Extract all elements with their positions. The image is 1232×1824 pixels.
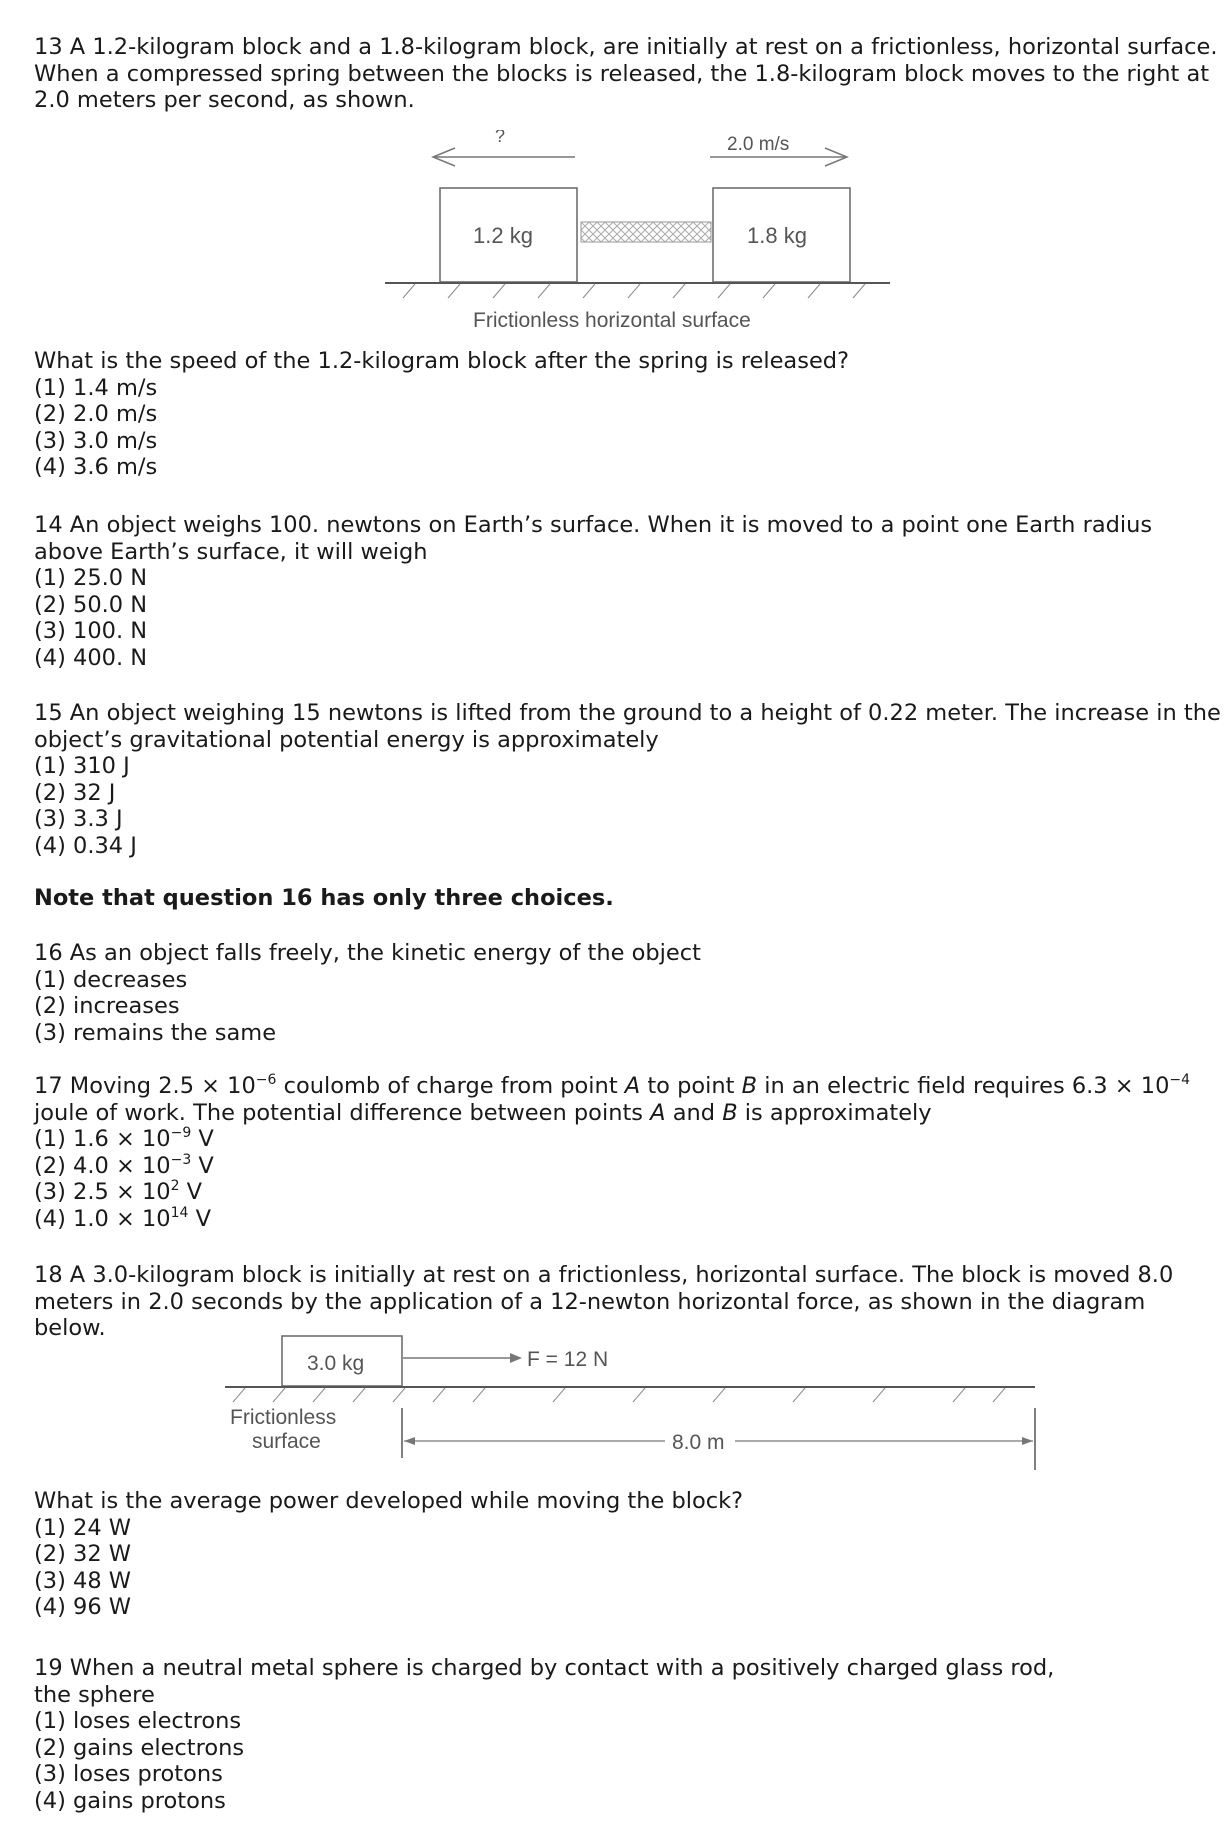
left-arrow-label: ? [495, 130, 506, 146]
force-arrowhead [510, 1353, 522, 1363]
question-13 [34, 34, 1224, 114]
q14-choice-4[interactable]: (4) 400. N [34, 644, 148, 671]
q14-choice-1[interactable]: (1) 25.0 N [34, 565, 148, 591]
surface-hatching-18 [233, 1388, 1005, 1402]
surface-label-line2: surface [252, 1430, 321, 1453]
q13-choice-3[interactable]: (3) 3.0 m/s [34, 427, 158, 454]
spring-blocks-diagram [385, 130, 895, 352]
question-16 [34, 940, 1224, 1046]
question-19-stem: 19 When a neutral metal sphere is charged by contact with a positively charged glass rod, the sphere [34, 1655, 1062, 1708]
q19-choice-3[interactable]: (3) loses protons [34, 1761, 223, 1787]
surface-hatching [403, 284, 865, 298]
q15-choice-2[interactable]: (2) 32 J [34, 779, 116, 806]
q13-choice-1[interactable]: (1) 1.4 m/s [34, 374, 158, 401]
q19-choice-2[interactable]: (2) gains electrons [34, 1734, 245, 1761]
q17-choice-4[interactable]: (4) $1.0 \times 10^{14}$ V [34, 1204, 211, 1232]
q15-choice-3[interactable]: (3) 3.3 J [34, 806, 123, 832]
q17-choice-2[interactable]: (2) $4.0 \times 10^{-3}$ V [34, 1151, 214, 1179]
q13-choice-2[interactable]: (2) 2.0 m/s [34, 401, 158, 427]
force-label: F = 12 N [527, 1348, 609, 1371]
q18-choice-2[interactable]: (2) 32 W [34, 1541, 132, 1567]
q16-choice-1[interactable]: (1) decreases [34, 966, 188, 993]
q15-choice-4[interactable]: (4) 0.34 J [34, 832, 137, 859]
question-14-stem: 14 An object weighs 100. newtons on Earth’s surface. When it is moved to a point one Earth radius above Earth’s surface, it will weigh [34, 512, 1160, 565]
right-block-label: 1.8 kg [747, 223, 807, 248]
question-13-stem: 13 A 1.2-kilogram block and a 1.8-kilogram block, are initially at rest on a frictionless, horizontal surface. When a compressed spring between the blocks is released, the 1.8-kilogram block moves to the right at 2.0 meters per second, as shown. [34, 34, 1225, 113]
right-arrow-label: 2.0 m/s [727, 134, 790, 155]
q18-choice-1[interactable]: (1) 24 W [34, 1514, 132, 1541]
compressed-spring [581, 222, 711, 242]
q14-choice-2[interactable]: (2) 50.0 N [34, 591, 148, 618]
distance-arrow-right [1022, 1437, 1033, 1445]
question-18-prompt [34, 1488, 1224, 1621]
question-14 [34, 512, 1224, 671]
q14-choice-3[interactable]: (3) 100. N [34, 618, 148, 644]
surface-label: Frictionless horizontal surface [473, 309, 751, 332]
question-15 [34, 700, 1228, 859]
note-16 [34, 885, 1224, 912]
q19-choice-4[interactable]: (4) gains protons [34, 1787, 226, 1814]
q16-choice-2[interactable]: (2) increases [34, 993, 180, 1019]
question-13-question: What is the speed of the 1.2-kilogram block after the spring is released? [34, 348, 850, 374]
q17-choice-3[interactable]: (3) $2.5 \times 10^2$ V [34, 1178, 203, 1205]
q13-choice-4[interactable]: (4) 3.6 m/s [34, 454, 158, 480]
q18-choice-4[interactable]: (4) 96 W [34, 1594, 132, 1620]
question-16-stem: 16 As an object falls freely, the kinetic energy of the object [34, 940, 701, 966]
question-17-stem: 17 Moving $2.5 \times 10^{-6}$ coulomb of charge from point A to point B in an electric field requires $6.3 \times 10^{-4}$ joule of work. The potential difference between points A and B is approximately [34, 1072, 1191, 1126]
q16-choice-3[interactable]: (3) remains the same [34, 1019, 277, 1046]
question-18-stem: 18 A 3.0-kilogram block is initially at rest on a frictionless, horizontal surface. The block is moved 8.0 meters in 2.0 seconds by the application of a 12-newton horizontal force, as shown in the diagram below. [34, 1262, 1181, 1341]
note-16-text: Note that question 16 has only three choices. [34, 885, 614, 911]
question-13-prompt [34, 348, 1224, 481]
surface-label-line1: Frictionless [230, 1406, 337, 1429]
q15-choice-1[interactable]: (1) 310 J [34, 753, 130, 779]
block-label: 3.0 kg [307, 1352, 365, 1375]
question-15-stem: 15 An object weighing 15 newtons is lifted from the ground to a height of 0.22 meter. The increase in the object’s gravitational potential energy is approximately [34, 700, 1228, 753]
distance-label: 8.0 m [672, 1431, 725, 1454]
q18-choice-3[interactable]: (3) 48 W [34, 1567, 132, 1594]
force-block-diagram [225, 1328, 1040, 1485]
q19-choice-1[interactable]: (1) loses electrons [34, 1708, 242, 1734]
question-17 [34, 1073, 1224, 1232]
question-18-question: What is the average power developed while moving the block? [34, 1488, 744, 1514]
q17-choice-1[interactable]: (1) $1.6 \times 10^{-9}$ V [34, 1125, 214, 1152]
distance-arrow-left [404, 1437, 415, 1445]
question-19 [34, 1655, 1094, 1814]
left-block-label: 1.2 kg [473, 223, 533, 248]
